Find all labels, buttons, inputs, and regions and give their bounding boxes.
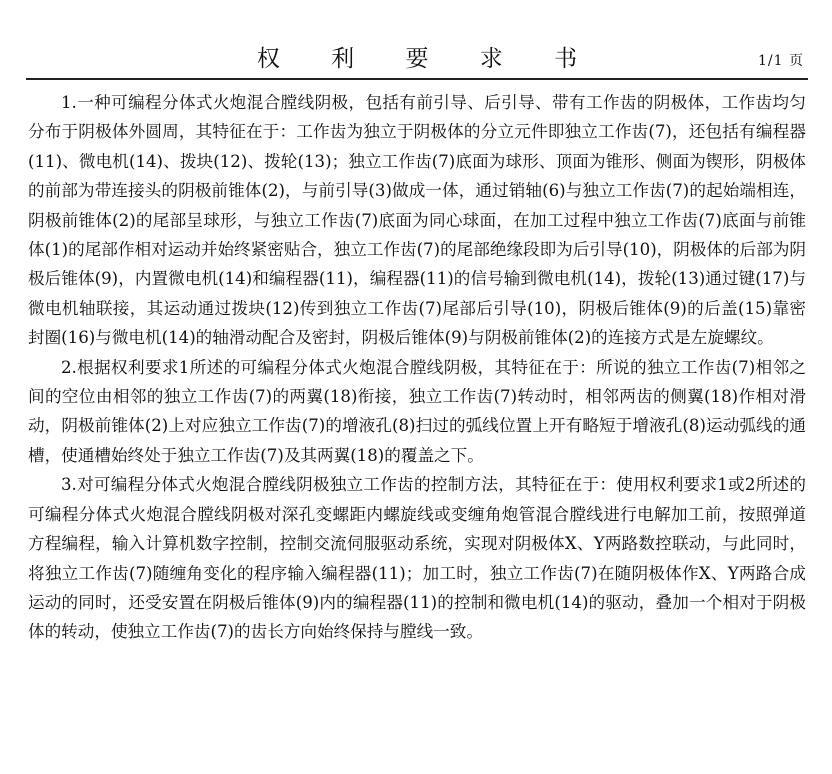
claim-2: 2.根据权利要求1所述的可编程分体式火炮混合膛线阴极，其特征在于：所说的独立工作齿(7)相邻之间的空位由相邻的独立工作齿(7)的两翼(18)衔接，独立工作齿(7)转动时，相邻两齿的侧翼(18)作相对滑动，阴极前锥体(2)上对应独立工作齿(7)的增液孔(8)扫过的弧线位置上开有略短于增液孔(8)运动弧线的通槽，使通槽始终处于独立工作齿(7)及其两翼(18)的覆盖之下。 [28,357,806,465]
header-divider [26,78,808,80]
claims-body [28,88,806,647]
document-title: 权 利 要 求 书 [256,46,600,72]
claim-1: 1.一种可编程分体式火炮混合膛线阴极，包括有前引导、后引导、带有工作齿的阴极体，工作齿均匀分布于阴极体外圆周，其特征在于：工作齿为独立于阴极体的分立元件即独立工作齿(7)，还包括有编程器(11)、微电机(14)、拨块(12)、拨轮(13)；独立工作齿(7)底面为球形、顶面为锥形、侧面为锲形，阴极体的前部为带连接头的阴极前锥体(2)，与前引导(3)做成一体，通过销轴(6)与独立工作齿(7)的起始端相连，阴极前锥体(2)的尾部呈球形，与独立工作齿(7)底面为同心球面，在加工过程中独立工作齿(7)底面与前锥体(1)的尾部作相对运动并始终紧密贴合，独立工作齿(7)的尾部绝缘段即为后引导(10)，阴极体的后部为阴极后锥体(9)，内置微电机(14)和编程器(11)，编程器(11)的信号输到微电机(14)，拨轮(13)通过键(17)与微电机轴联接，其运动通过拨块(12)传到独立工作齿(7)尾部后引导(10)，阴极后锥体(9)的后盖(15)靠密封圈(16)与微电机(14)的轴滑动配合及密封，阴极后锥体(9)与阴极前锥体(2)的连接方式是左旋螺纹。 [28,93,807,348]
page-header [26,36,808,76]
page-number: 1/1 页 [758,53,804,69]
claim-3: 3.对可编程分体式火炮混合膛线阴极独立工作齿的控制方法，其特征在于：使用权利要求1或2所述的可编程分体式火炮混合膛线阴极对深孔变螺距内螺旋线或变缠角炮管混合膛线进行电解加工前，按照弹道方程编程，输入计算机数字控制，控制交流伺服驱动系统，实现对阴极体X、Y两路数控联动，与此同时，将独立工作齿(7)随缠角变化的程序输入编程器(11)；加工时，独立工作齿(7)在随阴极体作X、Y两路合成运动的同时，还受安置在阴极后锥体(9)内的编程器(11)的控制和微电机(14)的驱动，叠加一个相对于阴极体的转动，使独立工作齿(7)的齿长方向始终保持与膛线一致。 [28,475,806,642]
